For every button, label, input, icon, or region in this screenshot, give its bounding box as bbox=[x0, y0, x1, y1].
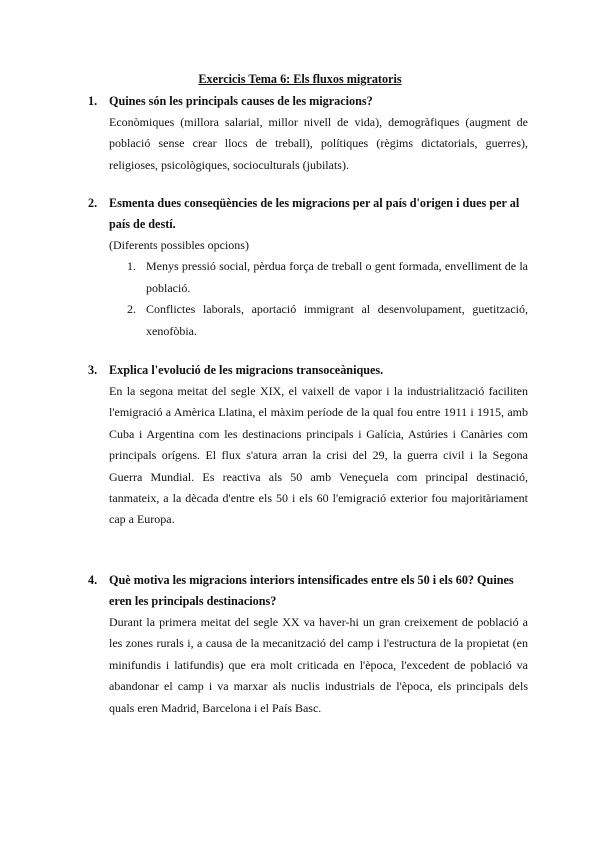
document-title: Exercicis Tema 6: Els fluxos migratoris bbox=[198, 72, 402, 86]
list-item bbox=[127, 299, 528, 342]
question-text: Esmenta dues conseqüències de les migracions per al país d'origen i dues per al país de destí. bbox=[109, 196, 520, 231]
list-item-number: 2. bbox=[127, 302, 136, 317]
answer-text: En la segona meitat del segle XIX, el vaixell de vapor i la industrialització faciliten l'emigració a Amèrica Llatina, el màxim període de la qual fou entre 1911 i 1915, amb Cuba i Argentina com les destinacions principals i Galícia, Astúries i Canàries com principals orígens. El flux s'atura arran la crisi del 29, la guerra civil i la Segona Guerra Mundial. Es reactiva als 50 amb Veneçuela com principal destinació, tanmateix, a la dècada d'entre els 50 i els 60 l'emigració exterior fou majoritàriament cap a Europa. bbox=[109, 384, 528, 527]
question-4 bbox=[88, 570, 528, 719]
question-text: Què motiva les migracions interiors intensificades entre els 50 i els 60? Quines eren les principals destinacions? bbox=[109, 573, 514, 608]
list-item bbox=[127, 256, 528, 299]
answer-text: Durant la primera meitat del segle XX va haver-hi un gran creixement de població a les zones rurals i, a causa de la mecanització del camp i l'estructura de la propietat (en minifundis i latifundis) que era molt criticada en l'època, l'excedent de població va abandonar el camp i va marxar als nuclis industrials de l'època, els principals dels quals eren Madrid, Barcelona i el País Basc. bbox=[109, 615, 528, 715]
list-item-text: Conflictes laborals, aportació immigrant al desenvolupament, guetització, xenofòbia. bbox=[146, 302, 528, 338]
question-number: 3. bbox=[88, 363, 98, 377]
question-2 bbox=[88, 193, 528, 342]
answer-note: (Diferents possibles opcions) bbox=[109, 238, 249, 252]
question-1 bbox=[88, 91, 528, 176]
question-3 bbox=[88, 360, 528, 531]
question-number: 4. bbox=[88, 573, 98, 587]
question-text: Explica l'evolució de les migracions transoceàniques. bbox=[109, 363, 384, 377]
answer-text: Econòmiques (millora salarial, millor nivell de vida), demogràfiques (augment de població sense crear llocs de treball), polítiques (règims dictatorials, guerres), religioses, psicològiques, socioculturals (jubilats). bbox=[109, 115, 528, 172]
question-number: 2. bbox=[88, 196, 98, 210]
question-text: Quines són les principals causes de les migracions? bbox=[109, 94, 373, 108]
list-item-number: 1. bbox=[127, 259, 136, 274]
list-item-text: Menys pressió social, pèrdua força de treball o gent formada, envelliment de la població. bbox=[146, 259, 528, 295]
question-number: 1. bbox=[88, 94, 98, 108]
